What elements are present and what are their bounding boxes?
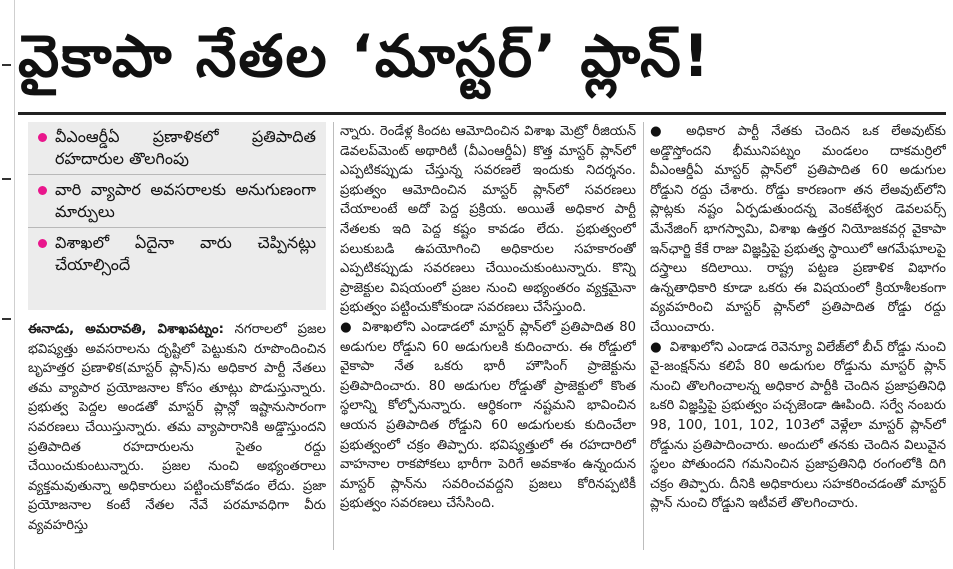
edge-mark — [2, 178, 11, 180]
highlight-text: వారి వ్యాపార అవసరాలకు అనుగుణంగా మార్పులు — [55, 180, 316, 221]
bullet-icon: ● — [650, 339, 662, 355]
highlight-text: వీఎంఆర్డీఏ ప్రణాళికలో ప్రతిపాదిత రహదారుల తొలగింపు — [55, 127, 316, 168]
column-divider — [333, 122, 334, 550]
highlight-text: విశాఖలో ఏదైనా వారు చెప్పినట్లు చేయాల్సిందే — [55, 233, 316, 274]
highlights-box — [28, 122, 326, 310]
body-text: అధికార పార్టీ నేతకు చెందిన ఒక లేఅవుట్‌కు అడ్డొస్తోందని భీమునిపట్నం మండలం దాకమర్రిలో వీఎంఆర్డీఏ మాస్టర్ ప్లాన్‌లో ప్రతిపాదిత 60 అడుగుల రోడ్డుని రద్దు చేశారు. రోడ్డు కారణంగా తన లేఅవుట్‌లోని ప్లాట్లకు నష్టం ఏర్పడుతుందన్న వెంకటేశ్వర డెవలపర్స్ మేనేజింగ్ భాగస్వామి, విశాఖ ఉత్తర నియోజకవర్గ వైకాపా ఇన్‌ఛార్జి కేకే రాజు విజ్ఞప్తిపై ప్రభుత్వ స్థాయిలో ఆగమేఘాలపై దస్త్రాలు కదిలాయి. రాష్ట్ర పట్టణ ప్రణాళిక విభాగం ఉన్నతాధికారి కూడా ఒకరు ఈ విషయంలో క్రియాశీలకంగా వ్యవహరించి మాస్టర్ ప్లాన్‌లో ప్రతిపాదిత రోడ్డు రద్దు చేయించారు. — [650, 124, 946, 335]
column-3 — [650, 122, 946, 552]
article-body-start — [28, 320, 326, 536]
highlight-item — [28, 174, 326, 227]
paragraph — [650, 338, 946, 514]
headline-rule — [18, 112, 946, 115]
paragraph — [650, 122, 946, 338]
body-text: నగరాలలో ప్రజల భవిష్యత్తు అవసరాలను దృష్టిలో పెట్టుకుని రూపొందించిన బృహత్తర ప్రణాళిక(మాస్టర్ ప్లాన్)ను అధికార పార్టీ నేతలు తమ వ్యాపార ప్రయోజనాల కోసం తూట్లు పొడుస్తున్నారు. ప్రభుత్వ పెద్దల అండతో మాస్టర్ ప్లాన్లో ఇష్టానుసారంగా సవరణలు చేయిస్తున్నారు. తమ వ్యాపారానికి అడ్డొస్తుందని ప్రతిపాదిత రహదారులను సైతం రద్దు చేయించుకుంటున్నారు. ప్రజల నుంచి అభ్యంతరాలు వ్యక్తమవుతున్నా అధికారులు పట్టించుకోవడం లేదు. ప్రజా ప్రయోజనాల కంటే నేతల నేవే పరమావధిగా వీరు వ్యవహరిస్తు — [28, 322, 326, 533]
body-text: విశాఖలోని ఎండాడలో మాస్టర్ ప్లాన్‌లో ప్రతిపాదిత 80 అడుగుల రోడ్డుని 60 అడుగులకి కుదించారు. ఈ రోడ్డులో వైకాపా నేత ఒకరు భారీ హౌసింగ్ ప్రాజెక్టును ప్రతిపాదించారు. 80 అడుగుల రోడ్డుతో ప్రాజెక్టులో కొంత స్థలాన్ని కోల్పోనున్నారు. ఆర్థికంగా నష్టమని భావించిన ఆయన ప్రతిపాదిత రోడ్డుని 60 అడుగులకు కుదించేలా ప్రభుత్వంలో చక్రం తిప్పారు. భవిష్యత్తులో ఈ రహదారిలో వాహనాల రాకపోకలు భారీగా పెరిగే అవకాశం ఉన్నందున మాస్టర్ ప్లాన్‌ను సవరించవద్దని ప్రజలు కోరినప్పటికీ ప్రభుత్వం సవరణలు చేసేసింది. — [340, 319, 636, 512]
adjacent-article-edge — [0, 0, 15, 569]
bullet-dot-icon — [38, 239, 47, 248]
paragraph: న్నారు. రెండేళ్ల కిందట ఆమోదించిన విశాఖ మెట్రో రీజియన్ డెవలప్‌మెంట్ అథారిటీ (వీఎంఆర్డీఏ) కొత్త మాస్టర్ ప్లాన్‌లో ఎప్పటికప్పుడు చేస్తున్న సవరణలే ఇందుకు నిదర్శనం. ప్రభుత్వం ఆమోదించిన మాస్టర్ ప్లాన్‌లో సవరణలు చేయాలంటే అదో పెద్ద ప్రక్రియ. అయితే అధికార పార్టీ నేతలకు ఇది పెద్ద కష్టం కావడం లేదు. ప్రభుత్వంలో పలుకుబడి ఉపయోగించి అధికారుల సహకారంతో ఎప్పటికప్పుడు సవరణలు చేయించుకుంటున్నారు. కొన్ని ప్రాజెక్టుల విషయంలో ప్రజల నుంచి అభ్యంతరం వ్యక్తమైనా ప్రభుత్వం పట్టించుకోకుండా సవరణలు చేసేస్తుంది. — [340, 124, 636, 316]
headline: వైకాపా నేతల ‘మాస్టర్’ ప్లాన్! — [18, 22, 712, 90]
highlight-item — [28, 122, 326, 174]
bullet-icon: ● — [650, 124, 670, 139]
dateline: ఈనాడు, అమరావతి, విశాఖపట్నం: — [28, 322, 224, 337]
body-text: విశాఖలోని ఎండాడ రెవెన్యూ విలేజ్‌లో బీచ్ రోడ్డు నుంచి వై-జంక్షన్‌ను కలిపే 80 అడుగుల రోడ్డును మాస్టర్ ప్లాన్ నుంచి తొలగించాలన్న అధికార పార్టీకి చెందిన ప్రజాప్రతినిధి ఒకరి విజ్ఞప్తిపై ప్రభుత్వం పచ్చజెండా ఊపింది. సర్వే నంబరు 98, 100, 101, 102, 103లో వెళ్లేలా మాస్టర్ ప్లాన్‌లో రోడ్డును ప్రతిపాదించారు. అందులో తనకు చెందిన విలువైన స్థలం పోతుందని గమనించిన ప్రజాప్రతినిధి రంగంలోకి దిగి చక్రం తిప్పారు. దీనికి అధికారులు సహకరించడంతో మాస్టర్ ప్లాన్ నుంచి రోడ్డుని ఇటీవలే తొలగించారు. — [650, 339, 946, 512]
highlight-item — [28, 227, 326, 280]
edge-mark — [2, 64, 11, 66]
bullet-dot-icon — [38, 133, 47, 142]
column-2 — [340, 122, 636, 552]
paragraph — [340, 318, 636, 514]
column-1 — [28, 122, 326, 562]
bullet-icon: ● — [340, 319, 353, 335]
edge-mark — [2, 318, 11, 320]
column-divider — [643, 122, 644, 550]
bullet-dot-icon — [38, 186, 47, 195]
